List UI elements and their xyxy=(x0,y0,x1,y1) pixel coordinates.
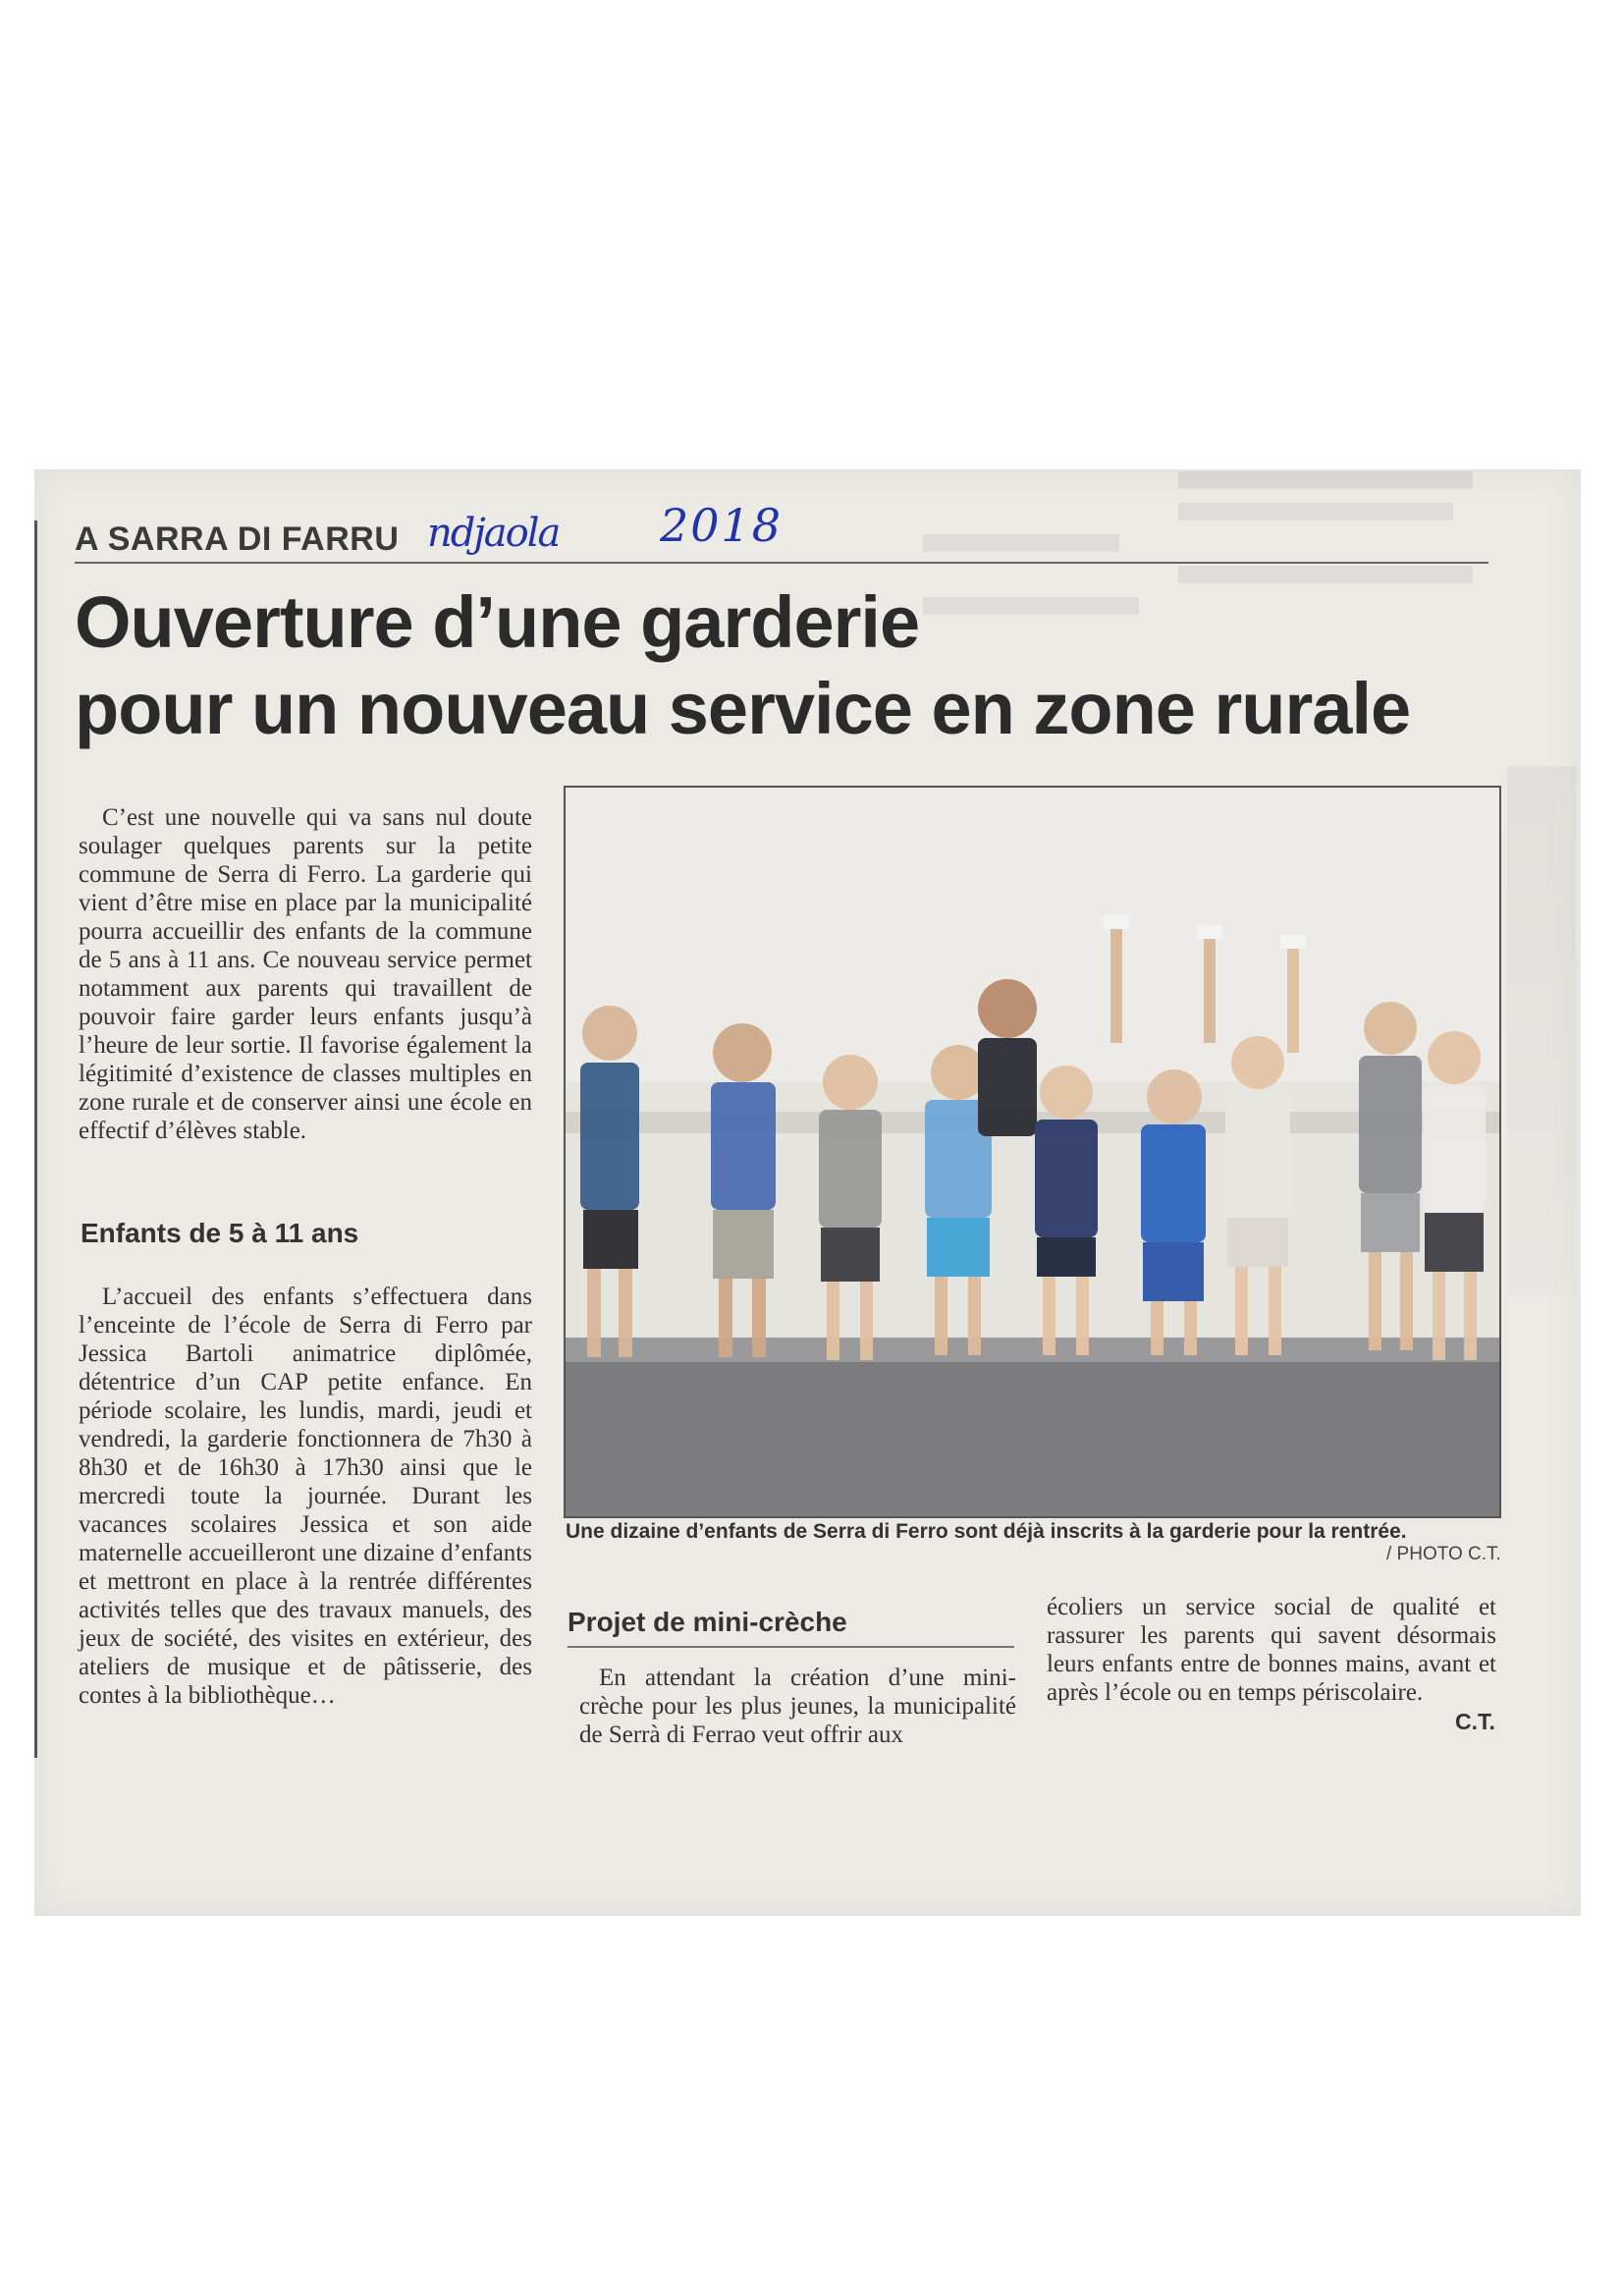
paragraph-accueil: L’accueil des enfants s’effectuera dans l’enceinte de l’école de Serra di Ferro par Jessica Bartoli animatrice diplômée, détentrice d’un CAP petite enfance. En période scolaire, les lundis, mardi, jeudi et vendredi, la garderie fonctionnera de 7h30 à 8h30 et de 16h30 à 17h30 ainsi que le mercredi toute la journée. Durant les vacances scolaires Jessica et son aide maternelle accueilleront une dizaine d’enfants et mettront en place à la rentrée différentes activités telles que des travaux manuels, des jeux de société, des visites en extérieur, des ateliers de musique et de pâtisserie, des contes à la bibliothèque… xyxy=(79,1284,532,1709)
paragraph-mini-creche: En attendant la création d’une mini-crèche pour les plus jeunes, la municipalité de Serrà di Ferrao veut offrir aux xyxy=(579,1665,1016,1748)
subheading-enfants: Enfants de 5 à 11 ans xyxy=(81,1218,359,1248)
handwritten-source-note: ndjaola xyxy=(427,511,560,556)
paragraph-conclusion: écoliers un service social de qualité et rassurer les parents qui savent désormais leurs enfants entre de bonnes mains, avant et après l’école ou en temps périscolaire. xyxy=(1047,1594,1496,1706)
header-rule xyxy=(75,562,1488,564)
left-margin-rule xyxy=(34,520,37,1758)
headline xyxy=(75,579,1508,752)
subheading-rule xyxy=(568,1646,1014,1648)
section-rubric: A SARRA DI FARRU xyxy=(75,520,400,558)
bleed-through-right xyxy=(1507,766,1576,1296)
headline-line-2: pour un nouveau service en zone rurale xyxy=(75,668,1411,749)
handwritten-year-note: 2018 xyxy=(660,499,784,552)
headline-line-1: Ouverture d’une garderie xyxy=(75,581,920,663)
lead-paragraph: C’est une nouvelle qui va sans nul doute soulager quelques parents sur la petite commune de Serra di Ferro. La garderie qui vient d’être mise en place par la municipalité pourra accueillir des enfants de la commune de 5 ans à 11 ans. Ce nouveau service permet notamment aux parents qui travaillent de pouvoir faire garder leurs enfants jusqu’à l’heure de leur sortie. Il favorise également la légitimité d’existence de classes multiples en zone rurale et de conserver ainsi une école en effectif d’élèves stable. xyxy=(79,804,532,1144)
children-photo xyxy=(564,786,1501,1518)
children-photo-illustration xyxy=(566,788,1499,1516)
photo-caption: Une dizaine d’enfants de Serra di Ferro sont déjà inscrits à la garderie pour la rentrée. xyxy=(566,1520,1407,1543)
subheading-mini-creche: Projet de mini-crèche xyxy=(568,1607,847,1637)
author-signature: C.T. xyxy=(1455,1709,1495,1734)
photo-credit: / PHOTO C.T. xyxy=(1386,1544,1501,1564)
